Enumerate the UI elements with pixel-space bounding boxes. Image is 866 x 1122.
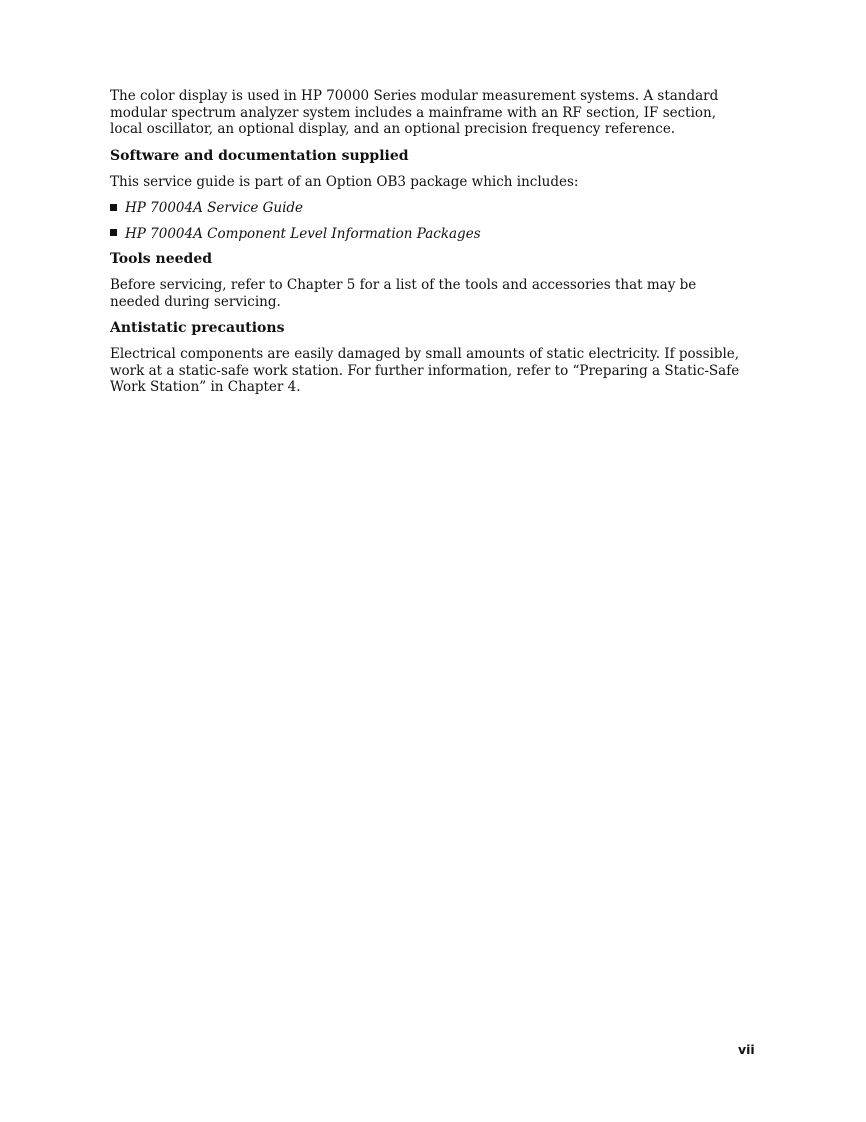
software-section-intro: This service guide is part of an Option OB3 package which includes: xyxy=(110,173,579,190)
bullet-square-icon xyxy=(110,204,117,211)
antistatic-section-body: Electrical components are easily damaged by small amounts of static electricity. If possible, work at a static-safe work station. For further information, refer to “Preparing a Static-Safe Work Station” in Chapter 4. xyxy=(110,346,740,395)
bullet-square-icon xyxy=(110,229,117,236)
bullet-item-text: HP 70004A Service Guide xyxy=(125,200,304,216)
intro-paragraph: The color display is used in HP 70000 Series modular measurement systems. A standard modular spectrum analyzer system includes a mainframe with an RF section, IF section, local oscillator, an optional display, and an optional precision frequency reference. xyxy=(110,88,719,137)
section-heading-antistatic: Antistatic precautions xyxy=(110,320,285,336)
page-number: vii xyxy=(738,1042,755,1057)
list-item xyxy=(110,226,740,243)
section-heading-tools: Tools needed xyxy=(110,251,213,267)
page-content xyxy=(110,88,740,406)
software-bullet-list xyxy=(110,200,740,242)
section-heading-software: Software and documentation supplied xyxy=(110,147,409,164)
tools-section-body: Before servicing, refer to Chapter 5 for a list of the tools and accessories that may be needed during servicing. xyxy=(110,277,697,310)
bullet-item-text: HP 70004A Component Level Information Packages xyxy=(125,225,481,242)
list-item xyxy=(110,200,740,217)
